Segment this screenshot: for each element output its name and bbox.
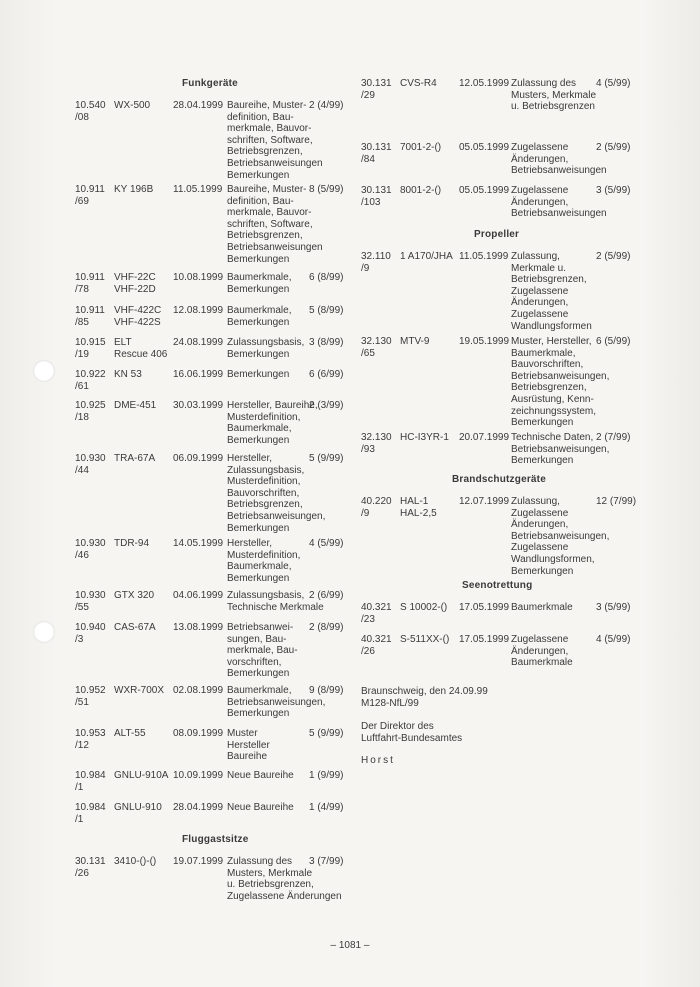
- entry-description: Baureihe, Muster-: [227, 100, 307, 111]
- entry-date: 02.08.1999: [173, 685, 224, 696]
- entry-number: 30.131: [361, 185, 392, 196]
- entry-description: Betriebsanweisungen,: [511, 370, 610, 382]
- device-model: Rescue 406: [114, 348, 168, 360]
- entry-description: Betriebsanweisungen: [227, 158, 323, 169]
- device-model: GNLU-910: [114, 802, 162, 813]
- entry-number: /46: [75, 549, 89, 561]
- entry-reference: 6 (6/99): [309, 369, 344, 380]
- signature-name: Horst: [361, 755, 395, 766]
- entry-description: sungen, Bau-: [227, 633, 287, 645]
- device-model: 8001-2-(): [400, 185, 442, 196]
- entry-description: Baumerkmale: [511, 602, 573, 613]
- entry-description: definition, Bau-: [227, 111, 294, 123]
- reference-code: M128-NfL/99: [361, 698, 419, 709]
- entry-number: /84: [361, 153, 375, 165]
- entry-number: /69: [75, 195, 89, 207]
- entry-number: /55: [75, 601, 89, 613]
- entry-description: Hersteller: [227, 739, 270, 751]
- entry-reference: 2 (5/99): [596, 251, 631, 262]
- entry-description: Baumerkmale: [511, 657, 573, 669]
- entry-number: 30.131: [361, 78, 392, 89]
- entry-number: 10.984: [75, 770, 106, 781]
- entry-description: Bemerkungen: [227, 169, 290, 181]
- entry-description: Bemerkungen: [511, 455, 574, 467]
- entry-description: Bemerkungen: [227, 434, 290, 446]
- device-model: KN 53: [114, 369, 142, 380]
- entry-description: Baumerkmale,: [227, 305, 292, 316]
- entry-description: Änderungen,: [511, 153, 569, 165]
- entry-description: Hersteller,: [227, 538, 273, 549]
- entry-description: Ausrüstung, Kenn-: [511, 394, 594, 405]
- entry-description: Baumerkmale,: [227, 423, 292, 435]
- entry-description: Betriebsanweisungen,: [511, 443, 610, 455]
- entry-description: Betriebsanweisungen,: [511, 530, 610, 542]
- device-model: ALT-55: [114, 728, 146, 739]
- entry-description: Bemerkungen: [227, 348, 290, 360]
- entry-description: Zugelassene: [511, 634, 569, 645]
- entry-date: 12.08.1999: [173, 305, 224, 316]
- entry-reference: 9 (8/99): [309, 685, 344, 696]
- entry-description: Änderungen,: [511, 645, 569, 657]
- device-model: KY 196B: [114, 184, 154, 195]
- entry-description: Zugelassene: [511, 185, 569, 196]
- entry-description: Technische Merkmale: [227, 601, 324, 613]
- entry-description: Änderungen,: [511, 196, 569, 208]
- entry-reference: 6 (8/99): [309, 272, 344, 283]
- entry-description: Zugelassene: [511, 542, 569, 554]
- device-model: GNLU-910A: [114, 770, 169, 781]
- device-model: TRA-67A: [114, 453, 156, 464]
- entry-description: Neue Baureihe: [227, 802, 294, 813]
- entry-date: 10.09.1999: [173, 770, 224, 781]
- entry-description: Zugelassene: [511, 142, 569, 153]
- device-model: 1 A170/JHA: [400, 251, 453, 262]
- entry-number: 40.321: [361, 634, 392, 645]
- entry-date: 28.04.1999: [173, 802, 224, 813]
- entry-reference: 2 (5/99): [596, 142, 631, 153]
- entry-number: /26: [361, 645, 375, 657]
- device-model: VHF-22D: [114, 283, 156, 295]
- device-model: VHF-22C: [114, 272, 156, 283]
- entry-description: vorschriften,: [227, 656, 282, 668]
- entry-number: /3: [75, 633, 84, 645]
- entry-reference: 3 (8/99): [309, 337, 344, 348]
- device-model: HC-I3YR-1: [400, 432, 449, 443]
- entry-description: Betriebsanwei-: [227, 622, 294, 633]
- entry-description: Wandlungsformen,: [511, 554, 595, 565]
- entry-number: 10.540: [75, 100, 106, 111]
- entry-description: Zulassung,: [511, 496, 560, 507]
- device-model: ELT: [114, 337, 132, 348]
- entry-description: Hersteller, Baureihe,: [227, 400, 318, 411]
- entry-reference: 5 (9/99): [309, 453, 344, 464]
- entry-number: 10.940: [75, 622, 106, 633]
- entry-description: Zugelassene: [511, 309, 569, 320]
- entry-number: /1: [75, 781, 84, 793]
- entry-date: 10.08.1999: [173, 272, 224, 283]
- entry-number: /61: [75, 380, 89, 392]
- entry-reference: 1 (9/99): [309, 770, 344, 781]
- entry-number: 10.911: [75, 184, 105, 195]
- entry-reference: 2 (7/99): [596, 432, 631, 443]
- entry-number: /19: [75, 348, 89, 360]
- entry-description: Musterdefinition,: [227, 549, 301, 561]
- entry-number: 32.130: [361, 432, 392, 443]
- entry-number: 30.131: [75, 856, 106, 867]
- device-model: VHF-422S: [114, 316, 161, 328]
- entry-number: 10.915: [75, 337, 106, 348]
- entry-date: 24.08.1999: [173, 337, 224, 348]
- section-heading: Funkgeräte: [182, 78, 238, 89]
- section-heading: Fluggastsitze: [182, 834, 249, 845]
- entry-date: 05.05.1999: [459, 142, 510, 153]
- device-model: GTX 320: [114, 590, 155, 601]
- entry-date: 06.09.1999: [173, 453, 224, 464]
- entry-description: Zugelassene: [511, 507, 569, 519]
- section-heading: Propeller: [474, 229, 520, 240]
- entry-description: Baumerkmale,: [227, 272, 292, 283]
- entry-reference: 8 (5/99): [309, 184, 344, 195]
- entry-description: Musterdefinition,: [227, 411, 301, 423]
- entry-reference: 4 (5/99): [596, 78, 631, 89]
- entry-description: Bemerkungen: [511, 565, 574, 577]
- entry-date: 13.08.1999: [173, 622, 224, 633]
- entry-number: /9: [361, 262, 370, 274]
- entry-date: 12.05.1999: [459, 78, 510, 89]
- director-title: Der Direktor des: [361, 721, 434, 732]
- device-model: DME-451: [114, 400, 157, 411]
- entry-description: Zulassungsbasis,: [227, 590, 305, 601]
- entry-number: /103: [361, 196, 381, 208]
- entry-description: Bemerkungen: [227, 369, 290, 380]
- entry-description: Bemerkungen: [227, 668, 290, 680]
- entry-description: Muster, Hersteller,: [511, 336, 592, 347]
- entry-description: u. Betriebsgrenzen,: [227, 879, 314, 891]
- entry-reference: 2 (4/99): [309, 100, 344, 111]
- entry-description: Zulassungsbasis,: [227, 337, 305, 348]
- entry-number: /78: [75, 283, 89, 295]
- entry-reference: 4 (5/99): [596, 634, 631, 645]
- entry-reference: 3 (5/99): [596, 185, 631, 196]
- entry-number: /23: [361, 613, 375, 625]
- entry-description: merkmale, Bauvor-: [227, 123, 312, 135]
- entry-description: Änderungen,: [511, 297, 569, 309]
- entry-date: 19.07.1999: [173, 856, 224, 867]
- entry-description: Betriebsgrenzen,: [227, 146, 303, 158]
- entry-date: 30.03.1999: [173, 400, 224, 411]
- entry-number: 32.130: [361, 336, 392, 347]
- entry-description: Musters, Merkmale: [511, 89, 597, 101]
- entry-description: Zugelassene Änderungen: [227, 890, 342, 902]
- entry-description: Musterdefinition,: [227, 476, 301, 488]
- entry-description: schriften, Software,: [227, 218, 313, 230]
- device-model: 3410-()-(): [114, 856, 157, 867]
- entry-number: /85: [75, 316, 89, 328]
- device-model: TDR-94: [114, 538, 150, 549]
- page-number: – 1081 –: [330, 940, 370, 951]
- entry-description: Baureihe: [227, 751, 268, 763]
- entry-number: 10.911: [75, 272, 105, 283]
- entry-description: Bemerkungen: [227, 253, 290, 265]
- entry-description: Neue Baureihe: [227, 770, 294, 781]
- entry-number: 10.930: [75, 538, 106, 549]
- entry-description: Betriebsgrenzen,: [511, 274, 587, 286]
- device-model: VHF-422C: [114, 305, 162, 316]
- device-model: CVS-R4: [400, 78, 437, 89]
- entry-number: /93: [361, 443, 375, 455]
- section-heading: Seenotrettung: [462, 580, 533, 591]
- entry-date: 20.07.1999: [459, 432, 510, 443]
- entry-date: 04.06.1999: [173, 590, 224, 601]
- place-date: Braunschweig, den 24.09.99: [361, 686, 488, 697]
- entry-description: Bemerkungen: [227, 572, 290, 584]
- entry-description: merkmale, Bauvor-: [227, 207, 312, 219]
- entry-number: /65: [361, 347, 375, 359]
- entry-date: 16.06.1999: [173, 369, 224, 380]
- device-model: S 10002-(): [400, 602, 448, 613]
- entry-description: Bemerkungen: [227, 522, 290, 534]
- entry-number: /51: [75, 696, 89, 708]
- device-model: WX-500: [114, 100, 151, 111]
- entry-number: 10.911: [75, 305, 105, 316]
- entry-description: Bauvorschriften,: [227, 487, 300, 499]
- entry-date: 12.07.1999: [459, 496, 510, 507]
- device-model: WXR-700X: [114, 685, 165, 696]
- entry-description: Zugelassene: [511, 285, 569, 297]
- entry-description: Merkmale u.: [511, 262, 567, 274]
- entry-description: Muster: [227, 728, 258, 739]
- office-name: Luftfahrt-Bundesamtes: [361, 733, 463, 744]
- entry-description: Betriebsanweisungen: [511, 165, 607, 177]
- entry-description: Hersteller,: [227, 453, 273, 464]
- entry-description: Baumerkmale,: [227, 561, 292, 573]
- entry-description: merkmale, Bau-: [227, 645, 298, 657]
- device-model: HAL-1: [400, 496, 429, 507]
- entry-number: /12: [75, 739, 89, 751]
- entry-date: 08.09.1999: [173, 728, 224, 739]
- entry-description: Änderungen,: [511, 519, 569, 531]
- entry-description: Baureihe, Muster-: [227, 184, 307, 195]
- entry-date: 19.05.1999: [459, 336, 510, 347]
- entry-description: Bauvorschriften,: [511, 359, 584, 371]
- entry-number: /9: [361, 507, 370, 519]
- entry-number: 32.110: [361, 251, 391, 262]
- entry-description: Baumerkmale,: [511, 347, 576, 359]
- entry-number: /08: [75, 111, 89, 123]
- entry-number: 10.952: [75, 685, 106, 696]
- entry-description: Betriebsanweisungen: [511, 208, 607, 220]
- entry-number: 30.131: [361, 142, 392, 153]
- entry-description: Zulassung des: [227, 856, 293, 867]
- entry-number: 10.984: [75, 802, 106, 813]
- entry-description: Bemerkungen: [227, 316, 290, 328]
- entry-date: 17.05.1999: [459, 602, 510, 613]
- entry-number: 10.922: [75, 369, 106, 380]
- entry-number: /44: [75, 464, 89, 476]
- entry-number: 10.953: [75, 728, 106, 739]
- entry-description: Zulassung des: [511, 78, 577, 89]
- entry-description: Bemerkungen: [227, 283, 290, 295]
- entry-date: 17.05.1999: [459, 634, 510, 645]
- entry-number: /29: [361, 89, 375, 101]
- entry-description: definition, Bau-: [227, 195, 294, 207]
- entry-description: Wandlungsformen: [511, 320, 592, 332]
- device-model: HAL-2,5: [400, 507, 437, 519]
- entry-reference: 3 (7/99): [309, 856, 344, 867]
- entry-number: 10.930: [75, 453, 106, 464]
- entry-reference: 1 (4/99): [309, 802, 344, 813]
- entry-reference: 5 (8/99): [309, 305, 344, 316]
- entry-number: 10.925: [75, 400, 106, 411]
- entry-reference: 2 (6/99): [309, 590, 344, 601]
- entry-description: Bemerkungen: [227, 708, 290, 720]
- entry-description: Bemerkungen: [511, 417, 574, 429]
- entry-description: Betriebsanweisungen,: [227, 511, 326, 522]
- entry-reference: 12 (7/99): [596, 496, 637, 507]
- entry-date: 14.05.1999: [173, 538, 224, 549]
- entry-description: Betriebsgrenzen,: [511, 382, 587, 394]
- entry-description: u. Betriebsgrenzen: [511, 101, 595, 113]
- entry-description: Betriebsanweisungen: [227, 242, 323, 253]
- entry-number: /18: [75, 411, 89, 423]
- entry-number: /26: [75, 867, 89, 879]
- device-model: CAS-67A: [114, 622, 156, 633]
- entry-reference: 5 (9/99): [309, 728, 344, 739]
- entry-reference: 2 (3/99): [309, 400, 344, 411]
- entry-description: Technische Daten,: [511, 432, 594, 443]
- entry-description: Betriebsanweisungen,: [227, 696, 326, 708]
- entry-reference: 4 (5/99): [309, 538, 344, 549]
- entry-date: 11.05.1999: [459, 251, 509, 262]
- entry-description: Musters, Merkmale: [227, 867, 313, 879]
- entry-reference: 3 (5/99): [596, 602, 631, 613]
- device-model: 7001-2-(): [400, 142, 442, 153]
- entry-number: 40.220: [361, 496, 392, 507]
- section-heading: Brandschutzgeräte: [452, 474, 546, 485]
- device-model: S-511XX-(): [400, 634, 450, 645]
- entry-description: Zulassungsbasis,: [227, 464, 305, 476]
- entry-date: 05.05.1999: [459, 185, 510, 196]
- entry-number: /1: [75, 813, 84, 825]
- device-model: MTV-9: [400, 336, 430, 347]
- entry-date: 28.04.1999: [173, 100, 224, 111]
- entry-reference: 2 (8/99): [309, 622, 344, 633]
- entry-number: 10.930: [75, 590, 106, 601]
- entry-description: Zulassung,: [511, 251, 560, 262]
- entry-description: Betriebsgrenzen,: [227, 499, 303, 511]
- entry-number: 40.321: [361, 602, 392, 613]
- entry-reference: 6 (5/99): [596, 336, 631, 347]
- entry-description: Betriebsgrenzen,: [227, 230, 303, 242]
- entry-date: 11.05.1999: [173, 184, 223, 195]
- entry-description: schriften, Software,: [227, 134, 313, 146]
- entry-description: Baumerkmale,: [227, 685, 292, 696]
- entry-description: zeichnungssystem,: [511, 405, 597, 417]
